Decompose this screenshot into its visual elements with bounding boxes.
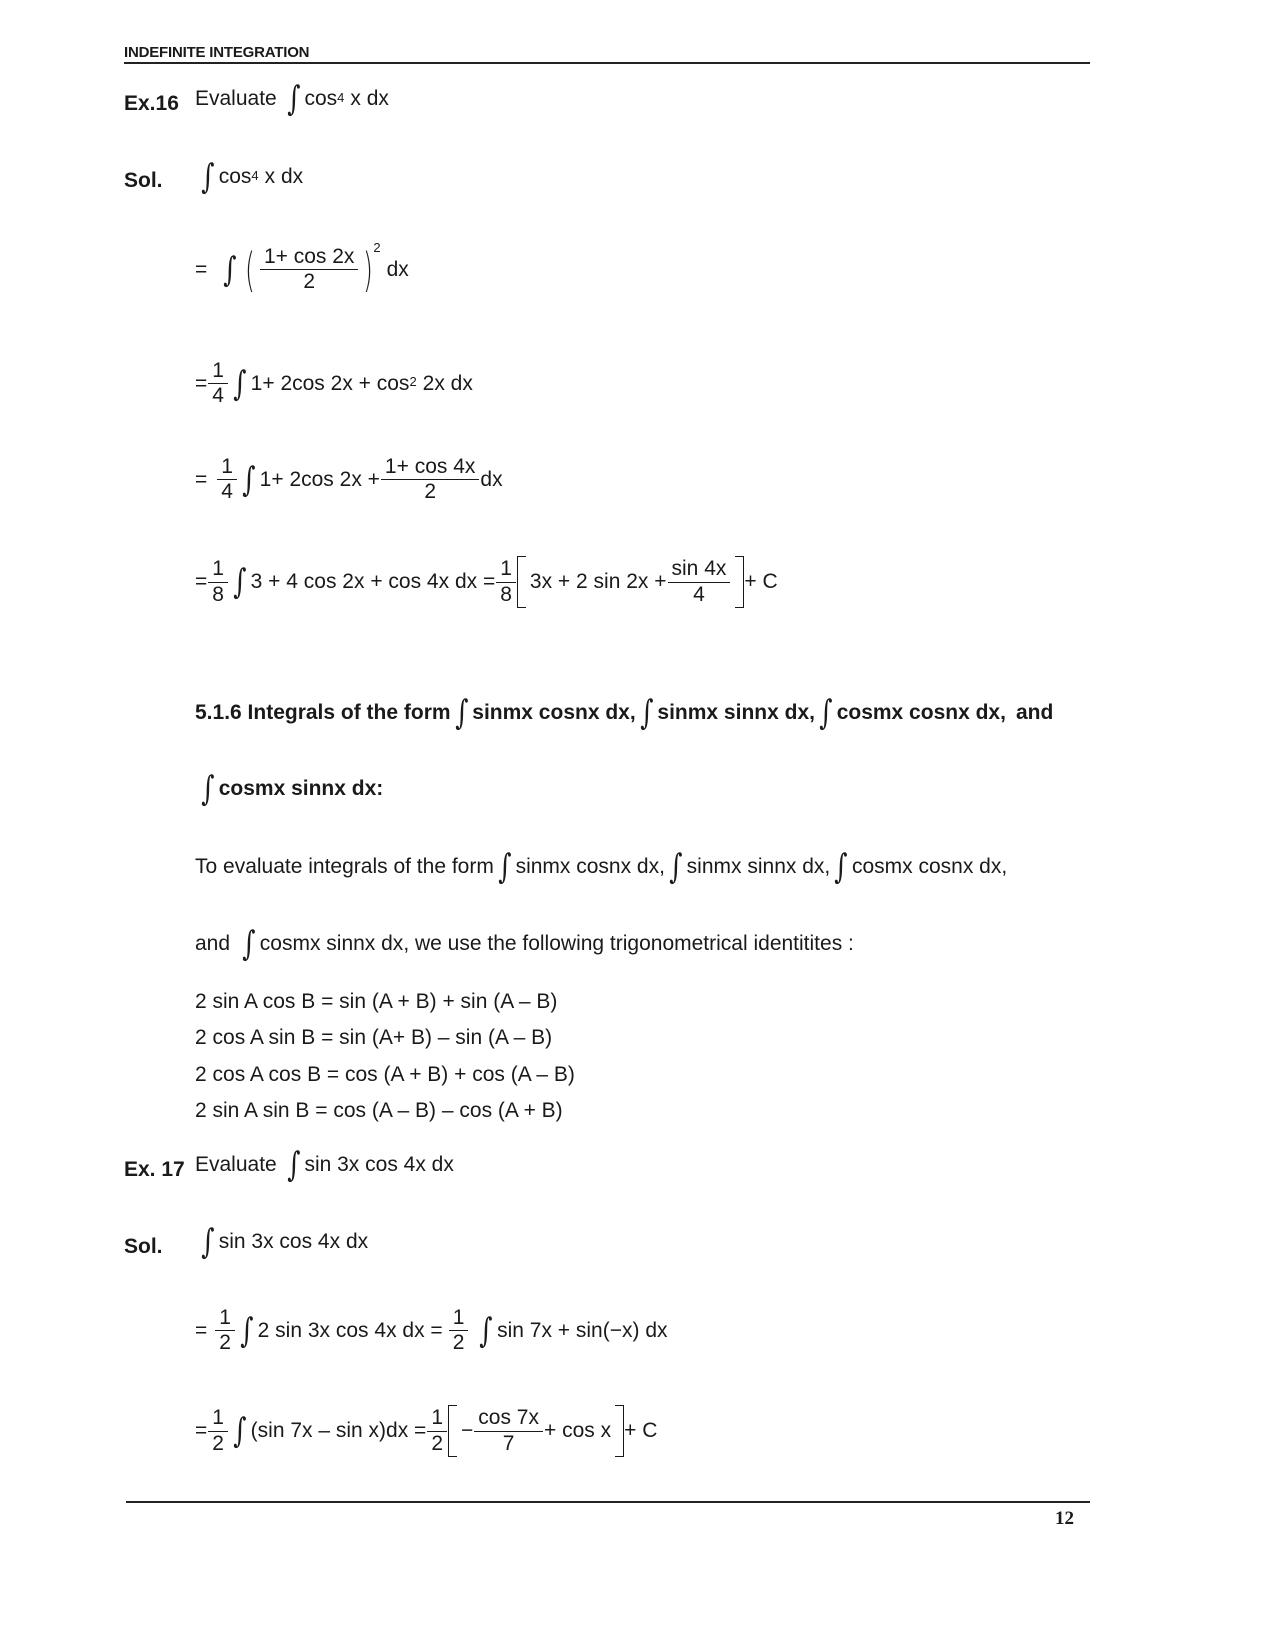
expression: 1+ 2cos 2x + [259, 467, 380, 491]
example-16-label: Ex.16 [124, 92, 179, 115]
paragraph-integral-2: sinmx sinnx dx [686, 855, 825, 878]
left-bracket [448, 1405, 457, 1457]
differential: dx [386, 257, 409, 281]
solution-17-step2 [195, 1307, 668, 1354]
page-number: 12 [1055, 1508, 1074, 1529]
integral-sign: ∫ [242, 924, 256, 964]
left-paren: ( [245, 242, 255, 297]
fraction: $\frac{\sin 4x}{4}$ [670, 558, 729, 605]
solution-16-line1 [197, 157, 304, 197]
fraction: $\frac{1}{4}$ [210, 360, 226, 407]
paragraph-text: , we use the following trigonometrical identitites : [403, 932, 854, 955]
expression: 3 + 4 cos 2x + cos 4x dx = [250, 570, 496, 593]
fraction: $\frac{1+ \cos 2x}{2}$ [262, 246, 356, 293]
right-paren: ) [363, 242, 374, 297]
right-bracket [615, 1405, 624, 1457]
example-17-statement [195, 1145, 454, 1185]
evaluate-word: Evaluate [195, 87, 277, 110]
equals-sign: = [195, 257, 208, 281]
integral-sign: ∫ [819, 693, 833, 733]
power: 4 [337, 89, 345, 105]
footer-rule [126, 1501, 1090, 1503]
example-16-statement [195, 79, 389, 119]
integral-sign: ∫ [286, 1145, 301, 1185]
integrand: sin 3x cos 4x dx [218, 1230, 369, 1253]
expression: sin 7x + sin(−x) dx [497, 1318, 668, 1342]
bracket-expression: + cos x [543, 1419, 612, 1442]
fraction: $\frac{1}{2}$ [210, 1407, 226, 1454]
paragraph-line1 [195, 847, 1008, 887]
header-rule [124, 62, 1090, 64]
fraction: $\frac{1}{2}$ [429, 1407, 445, 1454]
integral-sign: ∫ [669, 847, 683, 887]
left-bracket [517, 556, 526, 608]
heading-integral-3: cosmx cosnx dx [836, 701, 1001, 724]
comma: , [629, 701, 636, 724]
constant-term: + C [624, 1419, 658, 1442]
identity-1: 2 sin A cos B = sin (A + B) + sin (A – B) [195, 990, 558, 1013]
integral-sign: ∫ [479, 1310, 493, 1351]
equals-sign: = [195, 1419, 208, 1442]
paragraph-integral-3: cosmx cosnx dx [851, 855, 1002, 878]
identity-2: 2 cos A sin B = sin (A+ B) – sin (A – B) [195, 1026, 553, 1049]
expression: 1+ 2cos 2x + cos [250, 371, 410, 395]
expression-tail: 2x dx [422, 371, 473, 395]
and-word: and [1015, 701, 1054, 724]
integral-sign: ∫ [639, 693, 654, 733]
bracket-expression: 3x + 2 sin 2x + [529, 570, 667, 593]
expression: 2 sin 3x cos 4x dx = [257, 1318, 443, 1342]
comma: , [659, 855, 665, 878]
comma: , [1000, 701, 1006, 724]
solution-16-label: Sol. [124, 169, 163, 192]
comma: , [1001, 855, 1008, 878]
integrand: cos [218, 165, 252, 188]
integral-sign: ∫ [454, 693, 469, 733]
fraction: $\frac{1}{4}$ [219, 456, 235, 503]
power: 2 [409, 374, 417, 390]
solution-17-label: Sol. [124, 1235, 163, 1258]
integral-sign: ∫ [240, 1310, 254, 1351]
equals-sign: = [195, 1318, 208, 1342]
and-word: and [195, 932, 231, 955]
paragraph-line2 [195, 924, 854, 964]
paragraph-integral-1: sinmx cosnx dx [515, 855, 660, 878]
integral-sign: ∫ [286, 79, 301, 119]
integrand-tail: x dx [264, 165, 304, 188]
integrand-tail: x dx [350, 87, 389, 110]
fraction: $\frac{1}{2}$ [451, 1307, 467, 1354]
solution-16-step3 [195, 360, 473, 407]
fraction: $\frac{1}{2}$ [217, 1307, 233, 1354]
expression: (sin 7x – sin x)dx = [250, 1419, 427, 1442]
fraction: $\frac{\cos 7x}{7}$ [476, 1407, 541, 1454]
heading-integral-2: sinmx sinnx dx [657, 701, 810, 724]
comma: , [824, 855, 831, 878]
equals-sign: = [195, 371, 208, 395]
fraction: $\frac{1}{8}$ [210, 558, 226, 605]
example-17-label: Ex. 17 [124, 1158, 185, 1181]
equals-sign: = [195, 570, 208, 593]
integral-sign: ∫ [201, 769, 215, 809]
power: 4 [251, 167, 259, 183]
identity-4: 2 sin A sin B = cos (A – B) – cos (A + B) [195, 1099, 563, 1122]
power: 2 [373, 240, 381, 256]
integral-sign: ∫ [201, 157, 215, 197]
colon: : [376, 777, 384, 800]
section-heading-line2 [197, 769, 384, 809]
integrand: sin 3x cos 4x dx [304, 1153, 454, 1176]
fraction: $\frac{1+ \cos 4x}{2}$ [383, 456, 477, 503]
evaluate-word: Evaluate [195, 1153, 277, 1176]
constant-term: + C [744, 570, 778, 593]
integral-sign: ∫ [233, 363, 247, 404]
minus-sign: − [461, 1419, 474, 1442]
solution-17-step3 [195, 1405, 657, 1457]
running-header: INDEFINITE INTEGRATION [124, 44, 310, 61]
integral-sign: ∫ [201, 1222, 215, 1262]
integral-sign: ∫ [233, 562, 247, 602]
integral-sign: ∫ [498, 847, 512, 887]
integral-sign: ∫ [834, 847, 848, 887]
identity-3: 2 cos A cos B = cos (A + B) + cos (A – B) [195, 1063, 575, 1086]
heading-integral-1: sinmx cosnx dx [472, 701, 630, 724]
solution-16-step5 [195, 556, 778, 608]
heading-text: 5.1.6 Integrals of the form [195, 701, 451, 724]
fraction: $\frac{1}{8}$ [498, 558, 514, 605]
equals-sign: = [195, 467, 208, 491]
integral-sign: ∫ [242, 459, 256, 500]
paragraph-integral-4: cosmx sinnx dx [259, 932, 404, 955]
integral-sign: ∫ [233, 1411, 247, 1451]
paragraph-text: To evaluate integrals of the form [195, 855, 494, 878]
comma: , [809, 701, 815, 724]
integrand: cos [304, 87, 338, 110]
differential: dx [480, 467, 503, 491]
heading-integral-4: cosmx sinnx dx [218, 777, 377, 800]
right-bracket [735, 556, 744, 608]
solution-16-step4 [195, 456, 503, 503]
section-heading [195, 693, 1054, 733]
integral-sign: ∫ [223, 249, 237, 290]
solution-17-line1 [197, 1222, 369, 1262]
solution-16-step2 [195, 240, 409, 297]
